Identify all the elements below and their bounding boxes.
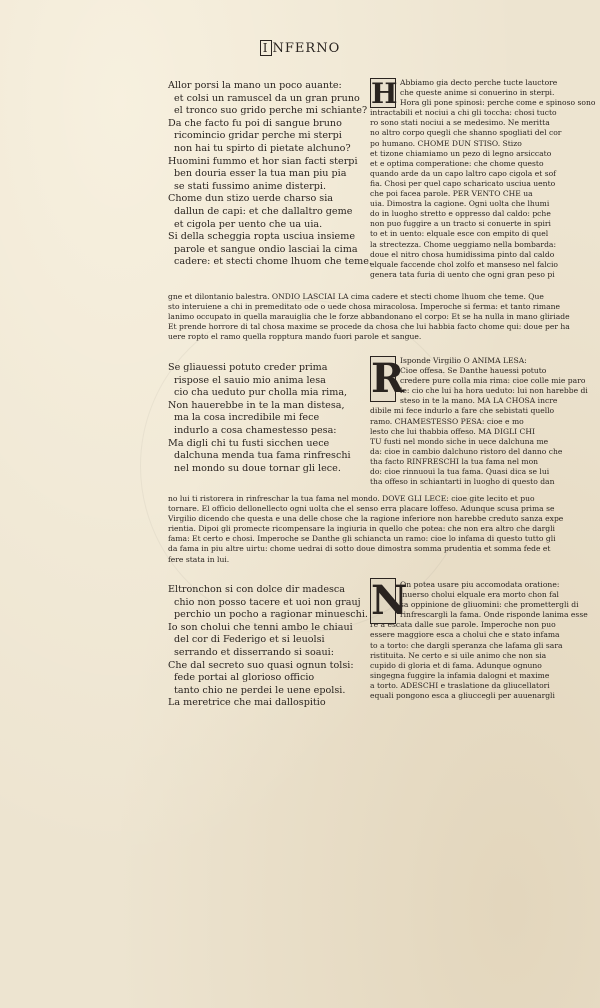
- commentary-line: che queste anime si conuerino in sterpi.: [400, 88, 555, 98]
- verse-line: serrando et disserrando si soaui:: [174, 646, 334, 658]
- commentary-line: lanimo occupato in quella marauiglia che le forze abbandonano el corpo: Et se ha nulla in mano gliriade: [168, 312, 570, 322]
- commentary-line: che poi facea parole. PER VENTO CHE ua: [370, 189, 533, 199]
- commentary-line: Hora gli pone spinosi: perche come e spinoso sono: [400, 98, 596, 108]
- commentary-line: re a escata dalle sue parole. Imperoche non puo: [370, 620, 556, 630]
- verse-line: Huomini fummo et hor sian facti sterpi: [168, 155, 358, 167]
- verse-line: ma la cosa incredibile mi fece: [174, 412, 320, 424]
- commentary-line: sto interuiene a chi in premeditato ode o uede chosa miracolosa. Imperoche si ferma: et tanto rimane: [168, 302, 561, 312]
- verse-line: ricomincio gridar perche mi sterpi: [174, 130, 342, 142]
- verse-line: Allor porsi la mano un poco auante:: [168, 80, 342, 91]
- verse-line: se stati fussimo anime disterpi.: [174, 180, 326, 192]
- verse-line: el tronco suo grido perche mi schiante?: [174, 105, 368, 117]
- commentary-line: to a torto: che dargli speranza che lafama gli sara: [370, 640, 563, 650]
- verse-line: cio cha ueduto pur cholla mia rima,: [174, 387, 348, 399]
- commentary-line: ramo. CHAMESTESSO PESA: cioe e mo: [370, 416, 524, 426]
- commentary-line: la strectezza. Chome ueggiamo nella bombarda:: [370, 239, 557, 249]
- verse-line: et colsi un ramuscel da un gran pruno: [174, 92, 360, 104]
- verse-line: del cor di Federigo et si leuolsi: [174, 634, 325, 646]
- commentary-line: da: cioe in cambio dalchuno ristoro del danno che: [370, 446, 563, 456]
- commentary-line: fere stata in lui.: [168, 554, 230, 564]
- commentary-line: a torto. ADESCHI e traslatione da gliucellatori: [370, 680, 550, 690]
- verse-line: dalchuna menda tua fama rinfreschi: [174, 450, 351, 462]
- commentary-line: do in luogho stretto e oppresso dal caldo: pche: [370, 209, 551, 219]
- commentary-line: ristituita. Ne certo e si uile animo che non sia: [370, 650, 547, 660]
- verse-line: Si della scheggia ropta usciua insieme: [168, 231, 355, 243]
- commentary-line: inuerso cholui elquale era morto chon fal: [400, 590, 559, 600]
- verse-line: Che dal secreto suo quasi ognun tolsi:: [168, 659, 354, 671]
- commentary-line: steso in te la mano. MA LA CHOSA incre: [400, 396, 558, 406]
- commentary-line: non puo fuggire a un tracto si conuerte in spiri: [370, 219, 551, 229]
- verse-line: Eltronchon si con dolce dir madesca: [168, 584, 346, 595]
- commentary-line: uia. Dimostra la cagione. Ogni uolta che lhumi: [370, 199, 550, 209]
- commentary-line: no altro corpo quegli che shanno spogliati del cor: [370, 128, 562, 138]
- verse-line: Chome dun stizo uerde charso sia: [168, 193, 334, 205]
- drop-cap-r: R: [371, 355, 405, 402]
- commentary-line: le: cio che lui ha hora ueduto: lui non harebbe di: [400, 386, 588, 396]
- commentary-block-2: [370, 356, 588, 487]
- commentary-line: On potea usare piu accomodata oratione:: [400, 580, 560, 589]
- commentary-line: singegna fuggire la infamia dalogni et maxime: [370, 670, 550, 680]
- verse-block-1: [168, 80, 372, 269]
- commentary-line: et e optima comperatione: che chome questo: [370, 158, 544, 168]
- header-title: NFERNO: [272, 41, 341, 56]
- verse-line: nel mondo su doue tornar gli lece.: [174, 462, 341, 474]
- commentary-line: Isponde Virgilio O ANIMA LESA:: [400, 356, 527, 365]
- commentary-line: Et prende horrore di tal chosa maxime se procede da chosa che lui habbia facto chome qui: doue per ha: [168, 322, 570, 332]
- commentary-line: doue el nitro chosa humidissima pinto dal caldo: [370, 249, 555, 259]
- commentary-line: rinfrescargli la fama. Onde risponde lanima esse: [400, 610, 588, 620]
- commentary-line: intractabili et nociui a chi gli toccha: chosi tucto: [370, 108, 557, 118]
- verse-line: fede portai al glorioso officio: [174, 672, 315, 684]
- header-initial: I: [260, 40, 272, 56]
- commentary-fullwidth-1: [168, 292, 570, 342]
- commentary-line: quando arde da un capo laltro capo cigola et sof: [370, 168, 556, 178]
- verse-line: Io son cholui che tenni ambo le chiaui: [168, 621, 353, 633]
- verse-block-3: [168, 584, 368, 710]
- commentary-line: et tizone chiamiamo un pezo di legno arsiccato: [370, 148, 552, 158]
- commentary-line: tornare. El officio dellonellecto ogni uolta che el senso erra placare loffeso. Adunque scusa prima se: [168, 504, 555, 514]
- commentary-line: uere ropto el ramo quella ropptura mando fuori parole et sangue.: [168, 332, 422, 342]
- commentary-line: credere pure colla mia rima: cioe colle mie paro: [400, 376, 586, 386]
- commentary-line: TU fusti nel mondo siche in uece dalchuna me: [370, 436, 549, 446]
- commentary-block-3: [370, 577, 588, 701]
- verse-line: perchio un pocho a ragionar minueschi.: [174, 609, 368, 621]
- verse-line: Da che facto fu poi di sangue bruno: [168, 117, 342, 129]
- verse-line: rispose el sauio mio anima lesa: [174, 374, 326, 386]
- commentary-line: tha facto RINFRESCHI la tua fama nel mon: [370, 456, 539, 466]
- commentary-line: cupido di gloria et di fama. Adunque ognuno: [370, 660, 542, 670]
- commentary-line: elquale faccende chol zolfo et manseso nel falcio: [370, 259, 558, 269]
- commentary-line: da fama in piu altre uirtu: chome uedrai di sotto doue dimostra somma prudentia et somma fede et: [168, 544, 551, 554]
- commentary-line: Cioe offesa. Se Danthe hauessi potuto: [400, 366, 547, 376]
- verse-line: Ma digli chi tu fusti sicchen uece: [168, 437, 330, 449]
- verse-line: parole et sangue ondio lasciai la cima: [174, 243, 358, 255]
- verse-block-2: [168, 362, 358, 475]
- commentary-line: fia. Chosi per quel capo scharicato usciua uento: [370, 178, 556, 188]
- commentary-fullwidth-2: [168, 494, 564, 565]
- commentary-line: do: cioe rinnuoui la tua fama. Quasi dica se lui: [370, 467, 550, 477]
- verse-line: cadere: et stecti chome lhuom che teme.: [174, 256, 372, 268]
- commentary-line: Virgilio dicendo che questa e una delle chose che la ragione inferiore non harebbe creduto sanza expe: [168, 514, 564, 524]
- verse-line: tanto chio ne perdei le uene epolsi.: [174, 684, 346, 696]
- commentary-line: fama: Et certo e chosi. Imperoche se Danthe gli schiancta un ramo: cioe lo infama di questo tutto gli: [168, 534, 556, 544]
- commentary-line: no lui ti ristorera in rinfreschar la tua fama nel mondo. DOVE GLI LECE: cioe gite lecito et puo: [168, 494, 535, 503]
- commentary-line: Abbiamo gia decto perche tucte lauctore: [400, 78, 558, 87]
- commentary-line: to et in uento: elquale esce con empito di quel: [370, 229, 549, 239]
- verse-line: Se gliauessi potuto creder prima: [168, 362, 328, 373]
- drop-cap-h: H: [371, 77, 398, 110]
- verse-line: La meretrice che mai dallospitio: [168, 697, 326, 709]
- commentary-line: lesto che lui thabbia offeso. MA DIGLI CHI: [370, 426, 535, 436]
- verse-line: ben douria esser la tua man piu pia: [174, 168, 347, 180]
- commentary-line: gne et dilontanio balestra. ONDIO LASCIAI LA cima cadere et stecti chome lhuom che teme. Que: [168, 292, 544, 301]
- commentary-line: equali pongono esca a gliuccegli per auuenargli: [370, 691, 555, 701]
- commentary-line: sa oppinione de gliuomini: che promettergli di: [400, 600, 579, 610]
- commentary-line: tha offeso in schiantarti in luogho di questo dan: [370, 477, 555, 487]
- verse-line: indurlo a cosa chamestesso pesa:: [174, 424, 337, 436]
- drop-cap-n: N: [371, 577, 408, 624]
- verse-line: et cigola per uento che ua uia.: [174, 218, 323, 230]
- verse-line: Non hauerebbe in te la man distesa,: [168, 399, 345, 411]
- verse-line: non hai tu spirto di pietate alchuno?: [174, 142, 351, 154]
- running-header: [0, 40, 600, 56]
- verse-line: chio non posso tacere et uoi non grauj: [174, 596, 361, 608]
- commentary-block-1: [370, 78, 596, 280]
- commentary-line: genera tata furia di uento che ogni gran peso pi: [370, 269, 555, 279]
- commentary-line: po humano. CHOME DUN STISO. Stizo: [370, 138, 522, 148]
- verse-line: dallun de capi: et che dallaltro geme: [174, 205, 353, 217]
- commentary-line: ro sono stati nociui a se medesimo. Ne meritta: [370, 118, 550, 128]
- commentary-line: dibile mi fece indurlo a fare che sebistati quello: [370, 406, 555, 416]
- commentary-line: rientia. Dipoi gli promecte ricompensare la ingiuria in quello che potea: che non era altro che dargli: [168, 524, 555, 534]
- commentary-line: essere maggiore esca a cholui che e stato infama: [370, 630, 560, 640]
